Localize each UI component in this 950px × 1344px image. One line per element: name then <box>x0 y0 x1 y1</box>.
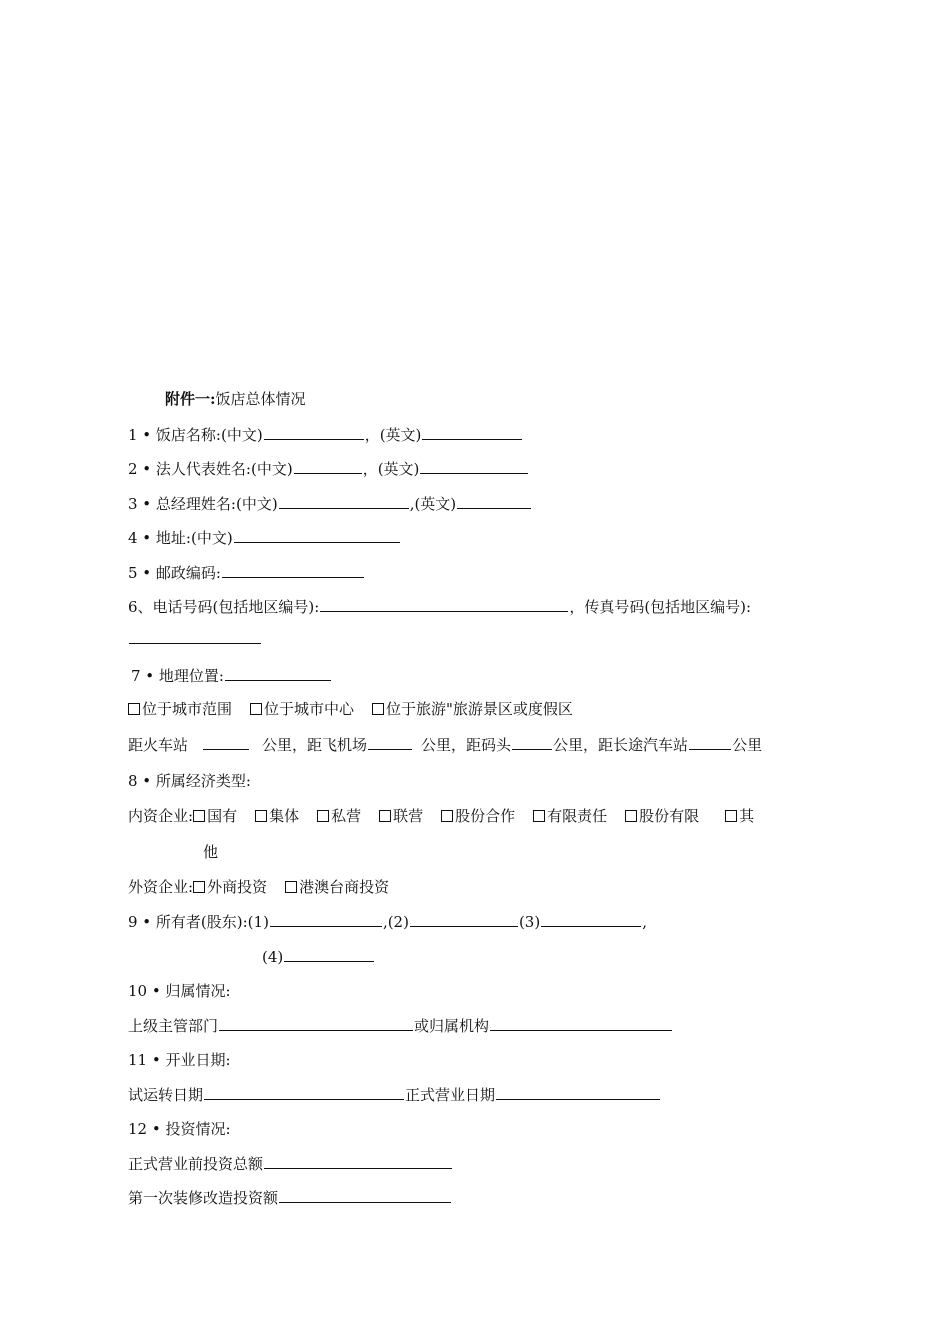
opening-date-row <box>128 1050 231 1070</box>
checkbox-icon[interactable] <box>379 810 391 822</box>
affiliation-row <box>128 981 231 1001</box>
gm-name-en-field[interactable] <box>457 493 531 509</box>
pre-open-invest-label: 正式营业前投资总额 <box>128 1155 264 1173</box>
dist-train-label: 距火车站 <box>128 736 189 754</box>
hotel-name-row <box>128 424 523 444</box>
address-row <box>128 527 401 547</box>
owner-4-field[interactable] <box>284 946 374 962</box>
foreign-row <box>128 877 389 897</box>
owner-3-field[interactable] <box>541 911 641 927</box>
checkbox-icon[interactable] <box>317 810 329 822</box>
domestic-opt-other[interactable]: 其 <box>725 807 754 825</box>
hotel-name-sep: ，(英文) <box>364 426 422 444</box>
legal-rep-label: 2 • 法人代表姓名:(中文) <box>128 460 293 478</box>
checkbox-icon[interactable] <box>533 810 545 822</box>
legal-rep-sep: ，(英文) <box>362 460 420 478</box>
owners-row <box>128 911 647 931</box>
fax-label: ，传真号码(包括地区编号): <box>569 598 752 616</box>
dist-dock-field[interactable] <box>512 734 552 750</box>
hotel-name-cn-field[interactable] <box>264 424 364 440</box>
domestic-opt-state[interactable]: 国有 <box>193 807 237 825</box>
title-prefix: 附件一: <box>165 390 216 408</box>
dist-airport-label: 公里，距飞机场 <box>262 736 368 754</box>
domestic-opt-collective[interactable]: 集体 <box>255 807 299 825</box>
title-text: 饭店总体情况 <box>215 390 306 408</box>
affiliated-org-label: 或归属机构 <box>414 1017 490 1035</box>
geo-option-scenic[interactable]: 位于旅游"旅游景区或度假区 <box>372 700 573 718</box>
investment-label: 12 • 投资情况: <box>128 1120 231 1138</box>
legal-rep-en-field[interactable] <box>420 458 528 474</box>
owner-4-row <box>262 946 375 966</box>
distance-row <box>128 734 762 754</box>
domestic-opt-private[interactable]: 私营 <box>317 807 361 825</box>
checkbox-icon[interactable] <box>725 810 737 822</box>
dist-bus-field[interactable] <box>689 734 731 750</box>
domestic-opt-joint[interactable]: 联营 <box>379 807 423 825</box>
domestic-opt-joint-stock[interactable]: 股份有限 <box>625 807 699 825</box>
domestic-opt-share-coop[interactable]: 股份合作 <box>441 807 515 825</box>
gm-name-sep: ,(英文) <box>409 495 457 513</box>
checkbox-icon[interactable] <box>128 703 140 715</box>
checkbox-icon[interactable] <box>625 810 637 822</box>
fax-field[interactable] <box>129 628 261 644</box>
supervisor-label: 上级主管部门 <box>128 1017 219 1035</box>
checkbox-icon[interactable] <box>255 810 267 822</box>
domestic-opt-limited[interactable]: 有限责任 <box>533 807 607 825</box>
address-label: 4 • 地址:(中文) <box>128 529 233 547</box>
phone-label: 6、电话号码(包括地区编号): <box>128 598 320 616</box>
dist-bus-label: 公里，距长途汽车站 <box>553 736 689 754</box>
phone-row <box>128 596 751 616</box>
econ-type-label: 8 • 所属经济类型: <box>128 772 251 790</box>
address-field[interactable] <box>234 527 400 543</box>
domestic-other-wrap: 他 <box>203 843 219 861</box>
geo-label: 7 • 地理位置: <box>131 667 224 685</box>
dist-dock-label: 公里，距码头 <box>421 736 512 754</box>
owners-end: , <box>642 913 647 931</box>
foreign-label: 外资企业: <box>128 878 194 896</box>
owner-2-label: ,(2) <box>382 913 409 931</box>
pre-open-invest-field[interactable] <box>264 1153 452 1169</box>
investment-row <box>128 1119 231 1139</box>
renovation-invest-row <box>128 1187 452 1207</box>
checkbox-icon[interactable] <box>372 703 384 715</box>
dist-unit-label: 公里 <box>732 736 763 754</box>
gm-name-cn-field[interactable] <box>279 493 409 509</box>
foreign-opt-foreign[interactable]: 外商投资 <box>193 878 267 896</box>
legal-rep-cn-field[interactable] <box>294 458 362 474</box>
trial-run-label: 试运转日期 <box>128 1086 204 1104</box>
hotel-name-label: 1 • 饭店名称:(中文) <box>128 426 263 444</box>
postcode-row <box>128 562 365 582</box>
affiliation-fields-row <box>128 1015 673 1035</box>
foreign-opt-hk-macao-tw[interactable]: 港澳台商投资 <box>285 878 389 896</box>
domestic-wrap-row <box>203 842 218 862</box>
geo-option-city-range[interactable]: 位于城市范围 <box>128 700 232 718</box>
phone-field[interactable] <box>320 596 568 612</box>
supervisor-field[interactable] <box>219 1015 413 1031</box>
trial-run-field[interactable] <box>204 1084 404 1100</box>
geo-options-row <box>128 699 573 719</box>
dist-train-field[interactable] <box>203 734 249 750</box>
owner-1-field[interactable] <box>270 911 382 927</box>
official-open-label: 正式营业日期 <box>405 1086 496 1104</box>
opening-fields-row <box>128 1084 661 1104</box>
pre-open-invest-row <box>128 1153 453 1173</box>
owner-2-field[interactable] <box>410 911 518 927</box>
domestic-label: 内资企业: <box>128 807 194 825</box>
geo-field[interactable] <box>225 665 331 681</box>
domestic-row <box>128 806 754 826</box>
official-open-field[interactable] <box>496 1084 660 1100</box>
checkbox-icon[interactable] <box>193 881 205 893</box>
checkbox-icon[interactable] <box>193 810 205 822</box>
geo-row <box>131 665 332 685</box>
geo-option-city-center[interactable]: 位于城市中心 <box>250 700 354 718</box>
owner-4-label: (4) <box>262 948 284 966</box>
affiliation-label: 10 • 归属情况: <box>128 982 231 1000</box>
owners-label: 9 • 所有者(股东):(1) <box>128 913 269 931</box>
dist-airport-field[interactable] <box>368 734 412 750</box>
checkbox-icon[interactable] <box>441 810 453 822</box>
renovation-invest-field[interactable] <box>279 1187 451 1203</box>
opening-date-label: 11 • 开业日期: <box>128 1051 231 1069</box>
hotel-name-en-field[interactable] <box>422 424 522 440</box>
econ-type-row <box>128 771 251 791</box>
checkbox-icon[interactable] <box>250 703 262 715</box>
fax-row <box>128 628 262 648</box>
postcode-label: 5 • 邮政编码: <box>128 564 221 582</box>
owner-3-label: (3) <box>518 913 541 931</box>
postcode-field[interactable] <box>222 562 364 578</box>
page-title <box>165 389 306 409</box>
affiliated-org-field[interactable] <box>490 1015 672 1031</box>
renovation-invest-label: 第一次装修改造投资额 <box>128 1189 279 1207</box>
checkbox-icon[interactable] <box>285 881 297 893</box>
legal-rep-row <box>128 458 529 478</box>
gm-name-row <box>128 493 532 513</box>
gm-name-label: 3 • 总经理姓名:(中文) <box>128 495 278 513</box>
